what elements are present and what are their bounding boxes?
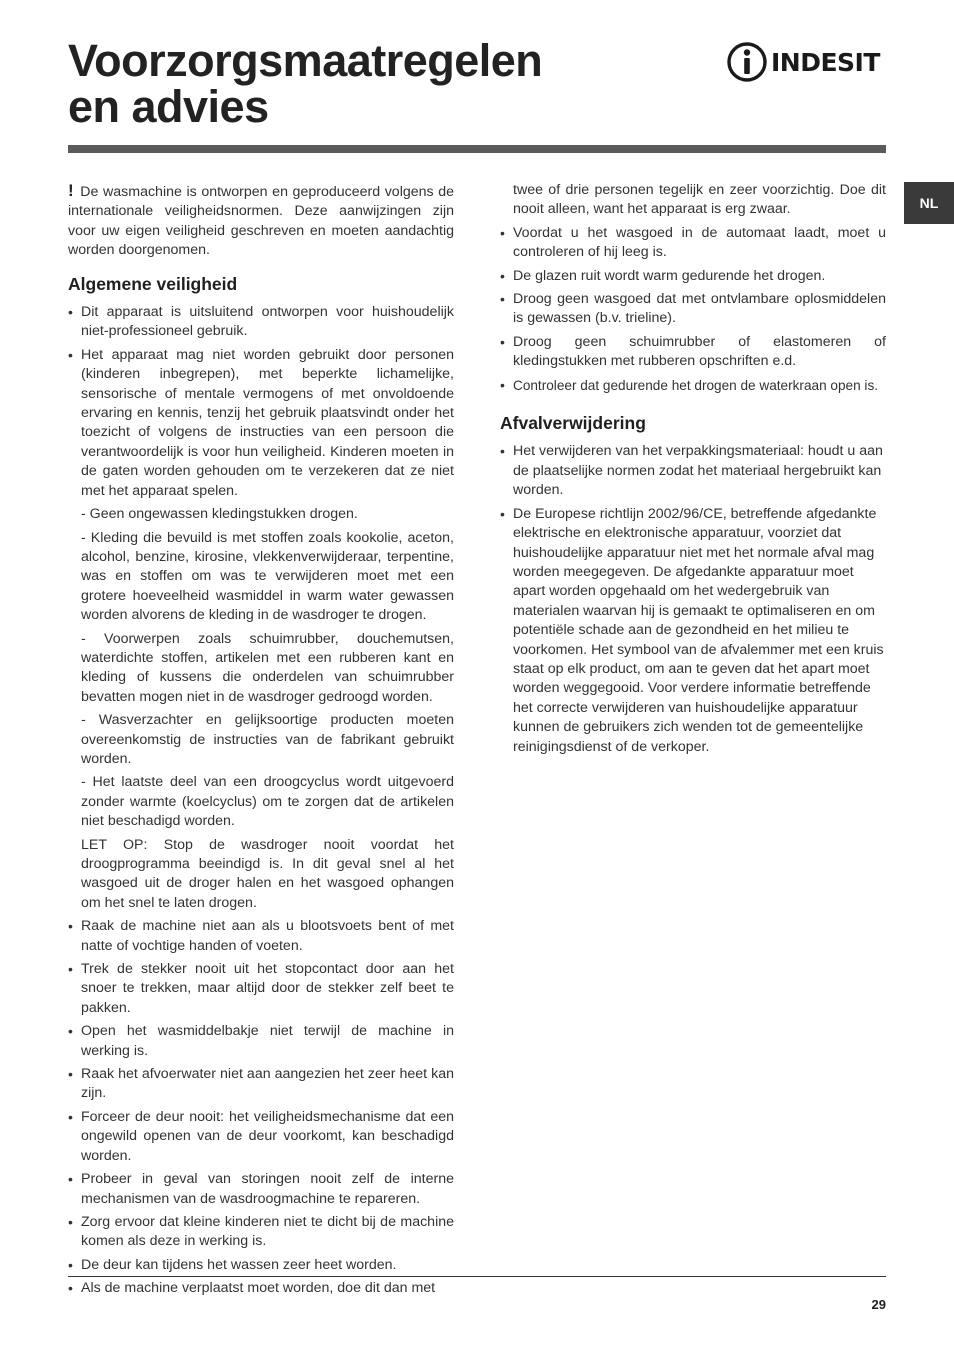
bullet-icon: • (68, 1213, 73, 1230)
intro-paragraph (68, 181, 454, 261)
safety-list-2 (68, 917, 454, 1298)
bullet-icon: • (500, 291, 505, 308)
bullet-icon: • (68, 1171, 73, 1188)
list-item: • Als de machine verplaatst moet worden, doe dit dan met (68, 1279, 454, 1298)
bullet-icon: • (68, 1280, 73, 1297)
bullet-icon: • (500, 443, 505, 460)
bullet-icon: • (68, 961, 73, 978)
brand-wordmark: INDESIT (771, 47, 880, 77)
sub-item: - Voorwerpen zoals schuimrubber, douchemutsen, waterdichte stoffen, artikelen met een rubberen kant en kleding of kussens die onderdelen van schuimrubber bevatten mogen niet in de wasdroger gedroogd worden. (81, 630, 454, 705)
sub-item: - Kleding die bevuild is met stoffen zoals kookolie, aceton, alcohol, benzine, kirosine, vlekkenverwijderaar, terpentine, was en stoffen om was te verwijderen moet met een grotere hoeveelheid wasmiddel in warm water gewassen worden alvorens de kleding in de wasdroger te drogen. (81, 529, 454, 624)
indesit-logo (726, 40, 888, 84)
right-column (500, 181, 886, 761)
list-item: • Controleer dat gedurende het drogen de waterkraan open is. (500, 376, 886, 396)
list-item: • Het verwijderen van het verpakkingsmateriaal: houdt u aan de plaatselijke normen zodat het materiaal hergebruikt kan worden. (500, 443, 883, 499)
sub-item: - Geen ongewassen kledingstukken drogen. (81, 506, 358, 523)
intro-text: De wasmachine is ontworpen en geproduceerd volgens de internationale veiligheidsnormen. Deze aanwijzingen zijn voor uw eigen veiligheid geschreven en moeten aandachtig worden doorgenomen. (68, 184, 454, 259)
list-item: • Voordat u het wasgoed in de automaat laadt, moet u controleren of hij leeg is. (500, 224, 886, 261)
list-item: • Dit apparaat is uitsluitend ontworpen voor huishoudelijk niet-professioneel gebruik. (68, 304, 454, 340)
bullet-icon: • (68, 918, 73, 935)
list-item: • Droog geen wasgoed dat met ontvlambare oplosmiddelen is gewassen (b.v. trieline). (500, 291, 886, 327)
list-item: • De Europese richtlijn 2002/96/CE, betreffende afgedankte elektrische en elektronische apparatuur, voorziet dat huishoudelijke apparatuur niet met het normale afval mag worden meegegeven. De afgedankte apparatuur moet apart worden opgehaald om het wedergebruik van materialen waarvan hij is gemaakt te optimaliseren en om potentiële schade aan de gezondheid en het milieu te voorkomen. Het symbool van de afvalemmer met een kruis staat op elk product, om aan te geven dat het apart moet worden weggegooid. Voor verdere informatie betreffende het correcte verwijderen van huishoudelijke apparatuur kunnen de gebruikers zich wenden tot de gemeentelijke reinigingsdienst of de verkoper. (500, 505, 884, 755)
bullet-icon: • (500, 267, 505, 284)
list-item: • De glazen ruit wordt warm gedurende het drogen. (500, 267, 886, 286)
bullet-icon: • (68, 1066, 73, 1083)
list-item: • De deur kan tijdens het wassen zeer heet worden. (68, 1256, 454, 1275)
warning-mark-icon: ! (68, 181, 74, 200)
page-title-line-2: en advies (68, 81, 269, 132)
sub-item-warning: LET OP: Stop de wasdroger nooit voordat het droogprogramma beeindigd is. In dit geval snel al het wasgoed uit de droger halen en het wasgoed ophangen om het snel te laten drogen. (81, 836, 454, 911)
list-item: • Open het wasmiddelbakje niet terwijl de machine in werking is. (68, 1023, 454, 1059)
heading-afvalverwijdering: Afvalverwijdering (500, 413, 646, 434)
bullet-icon: • (68, 1256, 73, 1273)
bullet-icon: • (500, 505, 505, 522)
list-item: • Raak het afvoerwater niet aan aangezien het zeer heet kan zijn. (68, 1066, 454, 1102)
left-column (68, 181, 454, 1303)
page-title (68, 35, 543, 132)
bullet-icon: • (500, 333, 505, 350)
sub-item: - Wasverzachter en gelijksoortige producten moeten overeenkomstig de instructies van de fabrikant gebruikt worden. (81, 712, 454, 767)
sub-item: - Het laatste deel van een droogcyclus wordt uitgevoerd zonder warmte (koelcyclus) om te zorgen dat de artikelen niet beschadigd worden. (81, 774, 454, 830)
bullet-icon: • (68, 304, 73, 321)
list-item: • Probeer in geval van storingen nooit zelf de interne mechanismen van de wasdroogmachine te repareren. (68, 1171, 454, 1207)
bullet-icon: • (68, 346, 73, 363)
bullet-icon: • (500, 376, 505, 393)
bullet-icon: • (500, 224, 505, 241)
list-item: • Zorg ervoor dat kleine kinderen niet te dicht bij de machine komen als deze in werking is. (68, 1213, 454, 1250)
list-item: • Trek de stekker nooit uit het stopcontact door aan het snoer te trekken, maar altijd door de stekker zelf beet te pakken. (68, 961, 454, 1016)
safety-list (68, 303, 454, 501)
waste-list (500, 442, 886, 757)
header-rule (68, 145, 886, 153)
list-item: • Droog geen schuimrubber of elastomeren of kledingstukken met rubberen opschriften e.d. (500, 333, 886, 370)
language-tab: NL (904, 182, 954, 224)
list-item: • Raak de machine niet aan als u blootsvoets bent of met natte of vochtige handen of voeten. (68, 918, 454, 954)
list-item: • Het apparaat mag niet worden gebruikt door personen (kinderen inbegrepen), met beperkte lichamelijke, sensorische of mentale vermogens of met onvoldoende ervaring en kennis, tenzij het gebruik plaatsvindt onder het toezicht of volgens de instructies van een persoon die verantwoordelijk is voor hun veiligheid. Kinderen moeten in de gaten worden gehouden om te verzekeren dat ze niet met het apparaat spelen. (68, 346, 454, 499)
bullet-icon: • (68, 1023, 73, 1040)
indesit-logo-icon (726, 41, 768, 83)
list-item: • Forceer de deur nooit: het veiligheidsmechanisme dat een ongewild openen van de deur voorkomt, kan beschadigd worden. (68, 1108, 454, 1164)
page-number: 29 (871, 1297, 886, 1312)
continuation-text: twee of drie personen tegelijk en zeer voorzichtig. Doe dit nooit alleen, want het apparaat is erg zwaar. (513, 182, 886, 218)
heading-algemene-veiligheid: Algemene veiligheid (68, 273, 238, 294)
bullet-icon: • (68, 1108, 73, 1125)
footer-rule (68, 1276, 886, 1277)
page-title-line-1: Voorzorgsmaatregelen (68, 35, 543, 86)
safety-list-3 (500, 224, 886, 396)
